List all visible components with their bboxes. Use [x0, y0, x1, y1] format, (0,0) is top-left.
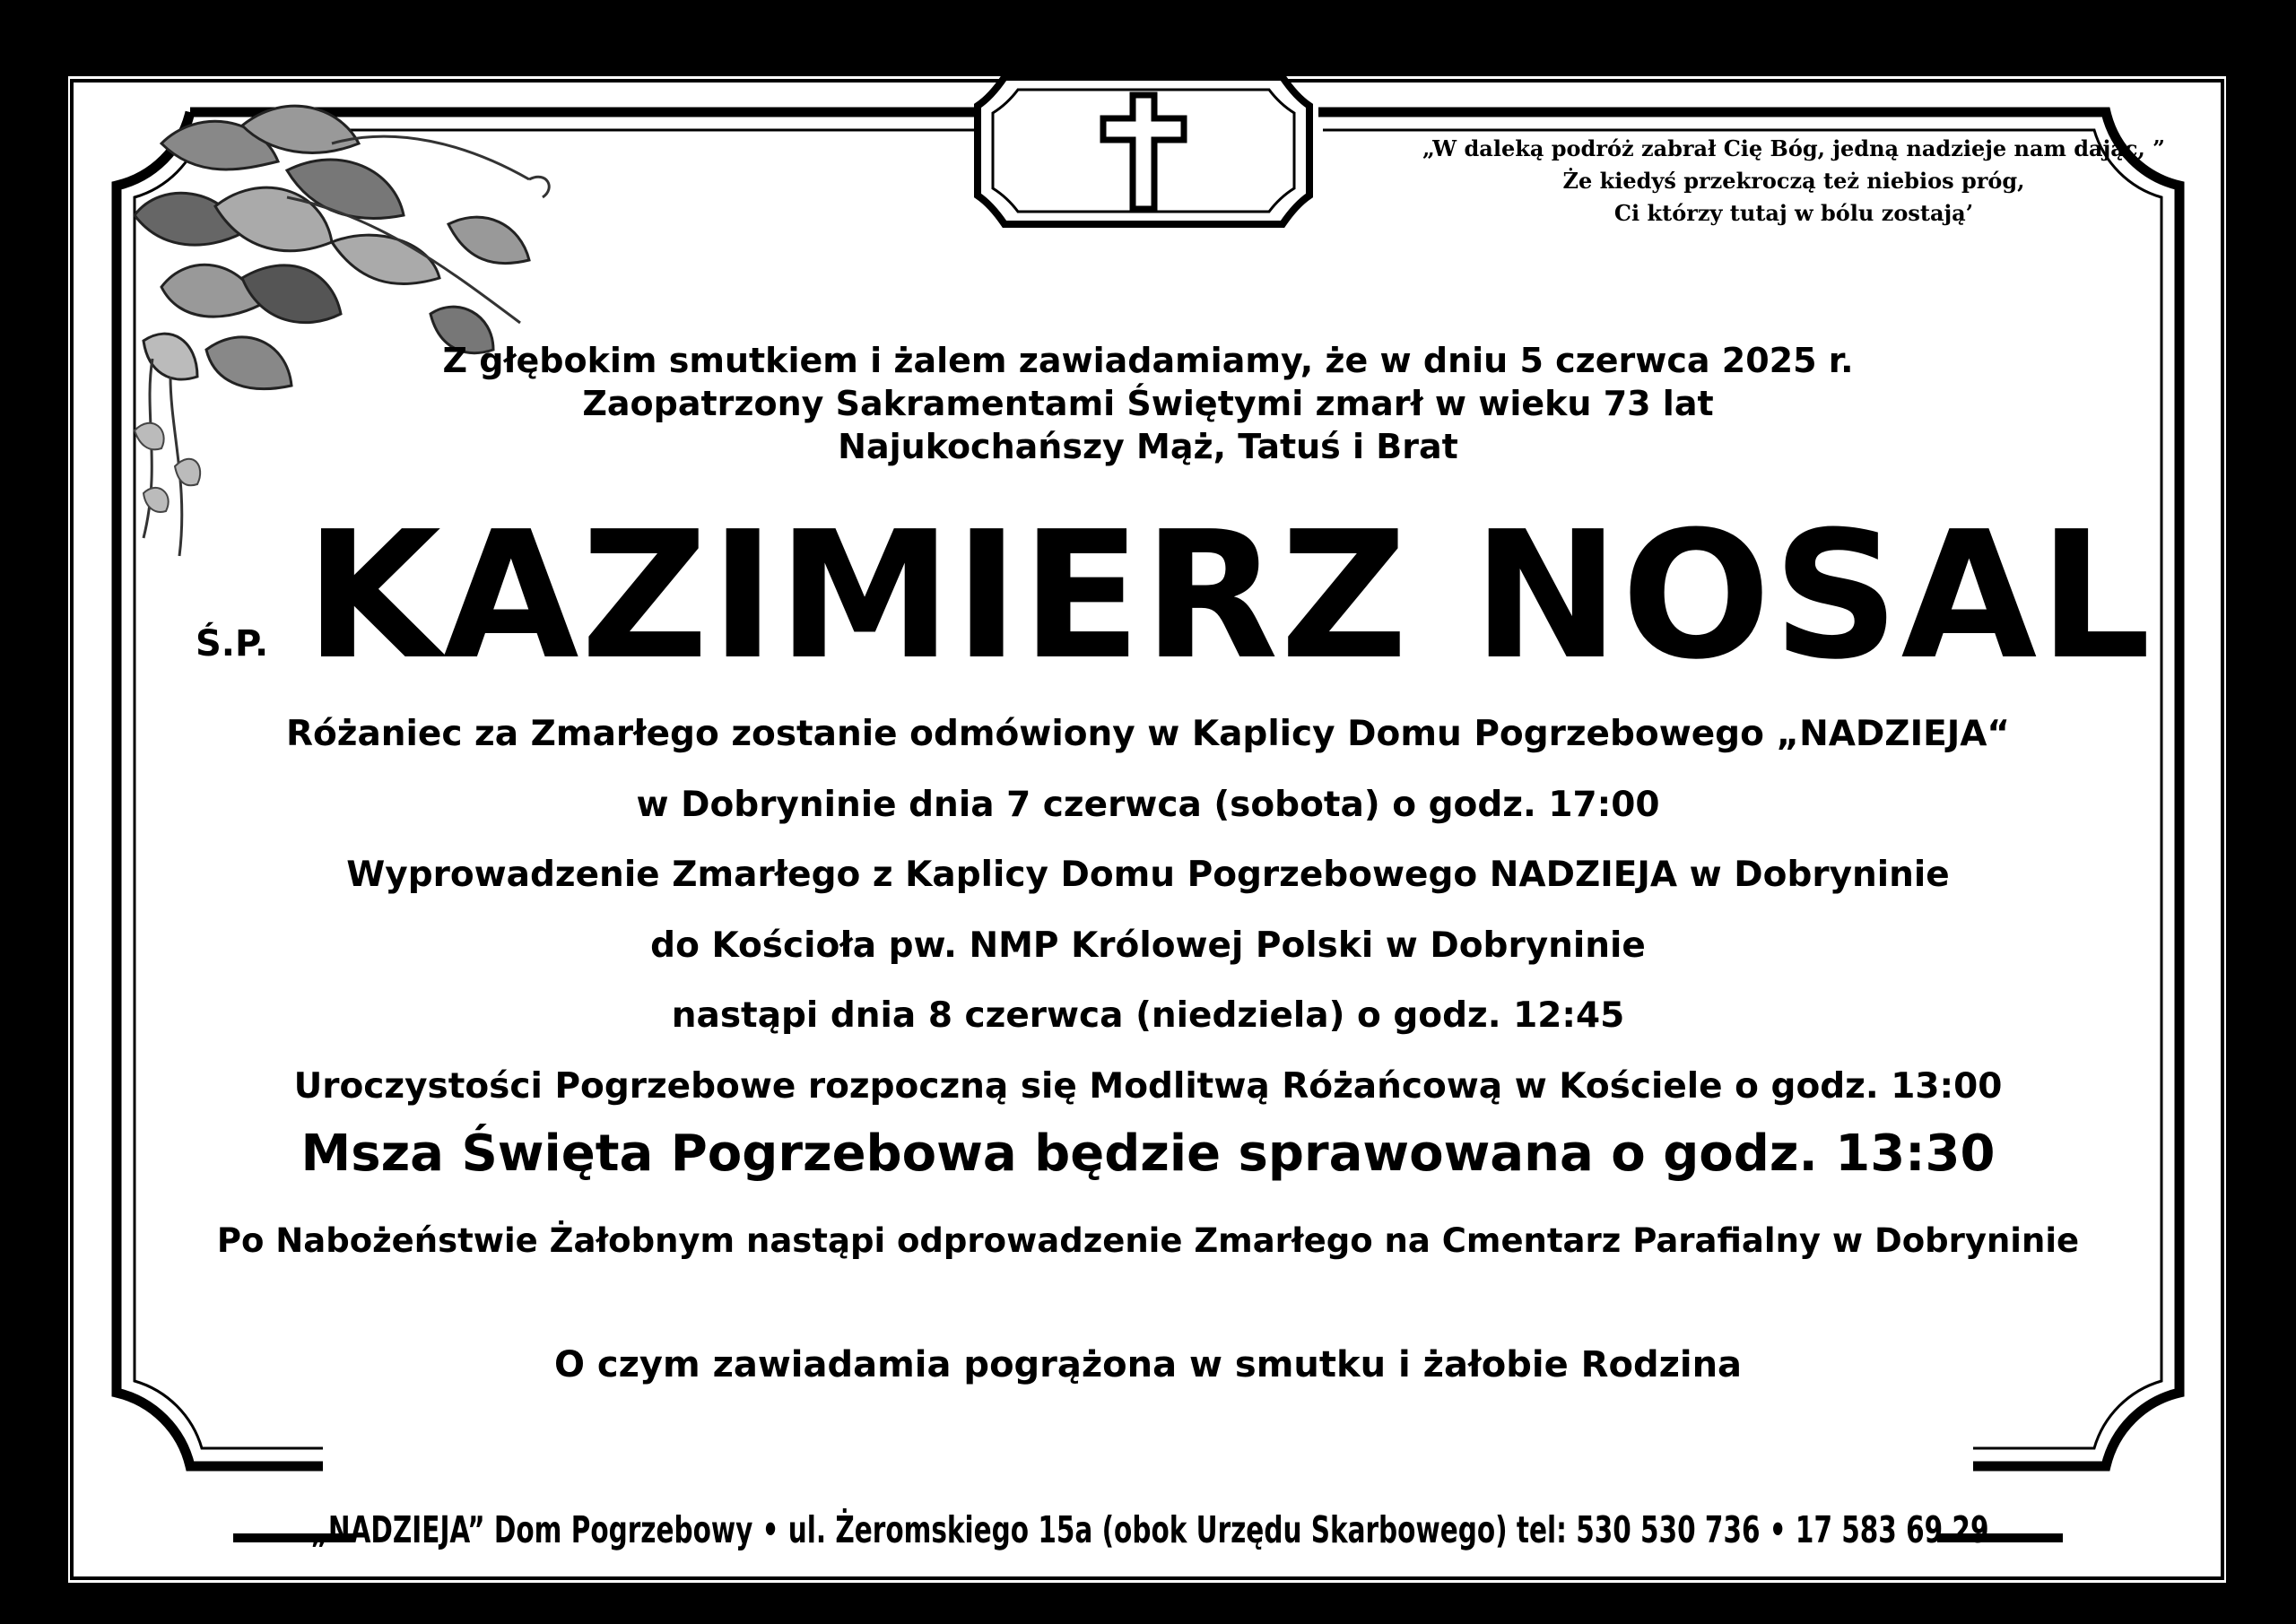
- details-line: Różaniec za Zmarłego zostanie odmówiony w Kaplicy Domu Pogrzebowego „NADZIEJA“: [285, 714, 2011, 754]
- intro-line: Z głębokim smutkiem i żalem zawiadamiamy, że w dniu 5 czerwca 2025 r.: [442, 341, 1854, 380]
- details-line: do Kościoła pw. NMP Królowej Polski w Dobryninie: [650, 925, 1646, 966]
- poem: [1327, 133, 2260, 230]
- procession-info: Po Nabożeństwie Żałobnym nastąpi odprowadzenie Zmarłego na Cmentarz Parafialny w Dobryninie: [216, 1221, 2080, 1260]
- details-line: Wyprowadzenie Zmarłego z Kaplicy Domu Pogrzebowego NADZIEJA w Dobryninie: [346, 855, 1950, 895]
- deceased-name: KAZIMIERZ NOSAL: [305, 494, 2153, 699]
- poem-line: Że kiedyś przekroczą też niebios próg,: [1562, 168, 2025, 194]
- ceremony-details: [0, 699, 2296, 1122]
- details-line: nastąpi dnia 8 czerwca (niedziela) o godz. 12:45: [671, 995, 1625, 1036]
- deceased-name-row: [0, 494, 2296, 699]
- funeral-home-footer: „NADZIEJA” Dom Pogrzebowy • ul. Żeromskiego 15a (obok Urzędu Skarbowego) tel: 530 530 736 • 17 583 69 29: [310, 1508, 1989, 1551]
- details-line: Uroczystości Pogrzebowe rozpoczną się Modlitwą Różańcową w Kościele o godz. 13:00: [293, 1065, 2003, 1107]
- poem-line: Ci którzy tutaj w bólu zostają’: [1613, 200, 1974, 226]
- intro-line: Zaopatrzony Sakramentami Świętymi zmarł w wieku 73 lat: [582, 384, 1714, 423]
- family-signature: O czym zawiadamia pogrążona w smutku i żałobie Rodzina: [553, 1344, 1743, 1385]
- intro-text: [0, 339, 2296, 468]
- details-line: w Dobryninie dnia 7 czerwca (sobota) o godz. 17:00: [636, 784, 1660, 825]
- mass-info: Msza Święta Pogrzebowa będzie sprawowana o godz. 13:30: [300, 1125, 1996, 1183]
- poem-line: „W daleką podróż zabrał Cię Bóg, jedną nadzieje nam dając, ”: [1422, 135, 2165, 161]
- cross-plaque: [973, 61, 1314, 240]
- name-prefix: Ś.P.: [196, 623, 269, 664]
- intro-line: Najukochańszy Mąż, Tatuś i Brat: [838, 427, 1458, 466]
